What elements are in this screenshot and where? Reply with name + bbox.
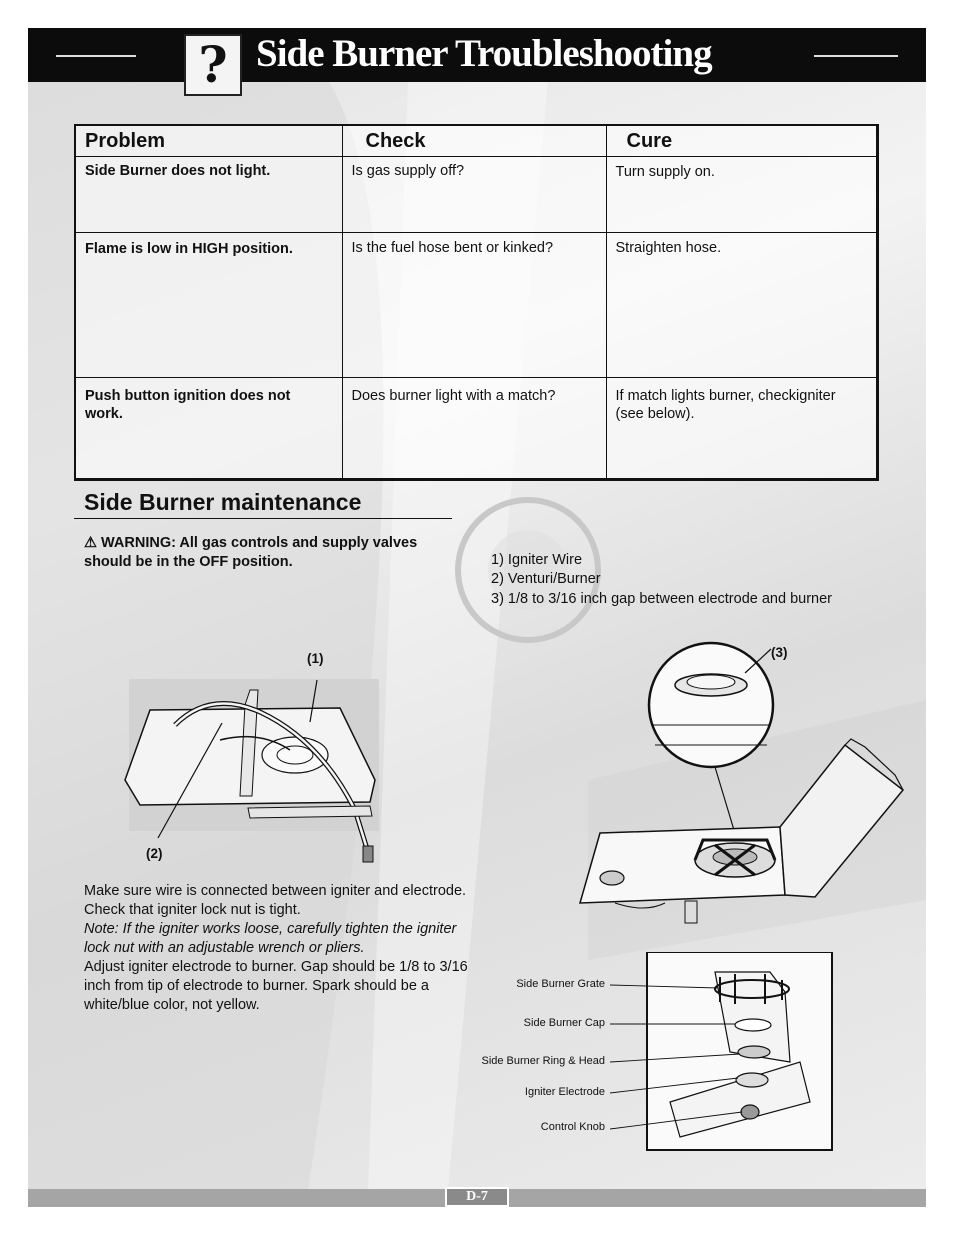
check-cell: Does burner light with a match?: [342, 378, 606, 480]
part-label: Side Burner Grate: [516, 978, 605, 990]
diagram-legend: [491, 551, 832, 609]
table-header-row: [75, 125, 877, 157]
callout-3: (3): [771, 645, 788, 660]
cure-cell: Straighten hose.: [606, 233, 877, 378]
maintenance-heading-rule: [74, 518, 452, 519]
exploded-parts-diagram: [610, 952, 835, 1152]
legend-item: 3) 1/8 to 3/16 inch gap between electrode and burner: [491, 590, 832, 607]
troubleshooting-table: [74, 124, 879, 481]
instruction-text: Make sure wire is connected between igniter and electrode. Check that igniter lock nut is tight.: [84, 883, 467, 918]
problem-cell: Side Burner does not light.: [75, 157, 342, 233]
part-label: Igniter Electrode: [524, 1086, 605, 1098]
check-cell: Is the fuel hose bent or kinked?: [342, 233, 606, 378]
page-title: Side Burner Troubleshooting: [256, 32, 712, 75]
instruction-text: Adjust igniter electrode to burner. Gap should be 1/8 to 3/16 inch from tip of electrode to burner. Spark should be a white/blue color, not yellow.: [84, 959, 468, 1013]
legend-item: 1) Igniter Wire: [491, 552, 583, 568]
problem-cell: Push button ignition does not work.: [75, 378, 342, 480]
callout-2: (2): [146, 846, 163, 861]
page-number: D-7: [445, 1187, 509, 1207]
problem-cell: Flame is low in HIGH position.: [75, 233, 342, 378]
cure-cell: Turn supply on.: [606, 157, 877, 233]
igniter-wire-diagram: [120, 670, 390, 870]
table-row: [75, 233, 877, 378]
side-burner-diagram: [575, 635, 910, 930]
warning-text: WARNING: All gas controls and supply valves should be in the OFF position.: [84, 535, 418, 570]
question-mark-icon: ?: [184, 34, 242, 96]
column-header-check: Check: [342, 125, 606, 157]
warning-triangle-icon: ⚠: [84, 535, 97, 551]
table-row: [75, 157, 877, 233]
maintenance-instructions: [84, 882, 469, 1015]
legend-item: 2) Venturi/Burner: [491, 571, 601, 588]
maintenance-heading: Side Burner maintenance: [84, 489, 362, 515]
part-label: Side Burner Ring & Head: [481, 1055, 605, 1067]
header-rule-left: [56, 55, 136, 57]
column-header-cure: Cure: [606, 125, 877, 157]
part-label: Side Burner Cap: [523, 1017, 605, 1029]
header-rule-right: [814, 55, 898, 57]
note-text: Note: If the igniter works loose, carefully tighten the igniter lock nut with an adjustable wrench or pliers.: [84, 921, 457, 956]
callout-1: (1): [307, 651, 324, 666]
check-cell: Is gas supply off?: [342, 157, 606, 233]
column-header-problem: Problem: [75, 125, 342, 157]
part-label: Control Knob: [540, 1121, 605, 1133]
cure-cell: If match lights burner, checkigniter (see below).: [606, 378, 877, 480]
warning-notice: [84, 534, 459, 572]
table-row: [75, 378, 877, 480]
